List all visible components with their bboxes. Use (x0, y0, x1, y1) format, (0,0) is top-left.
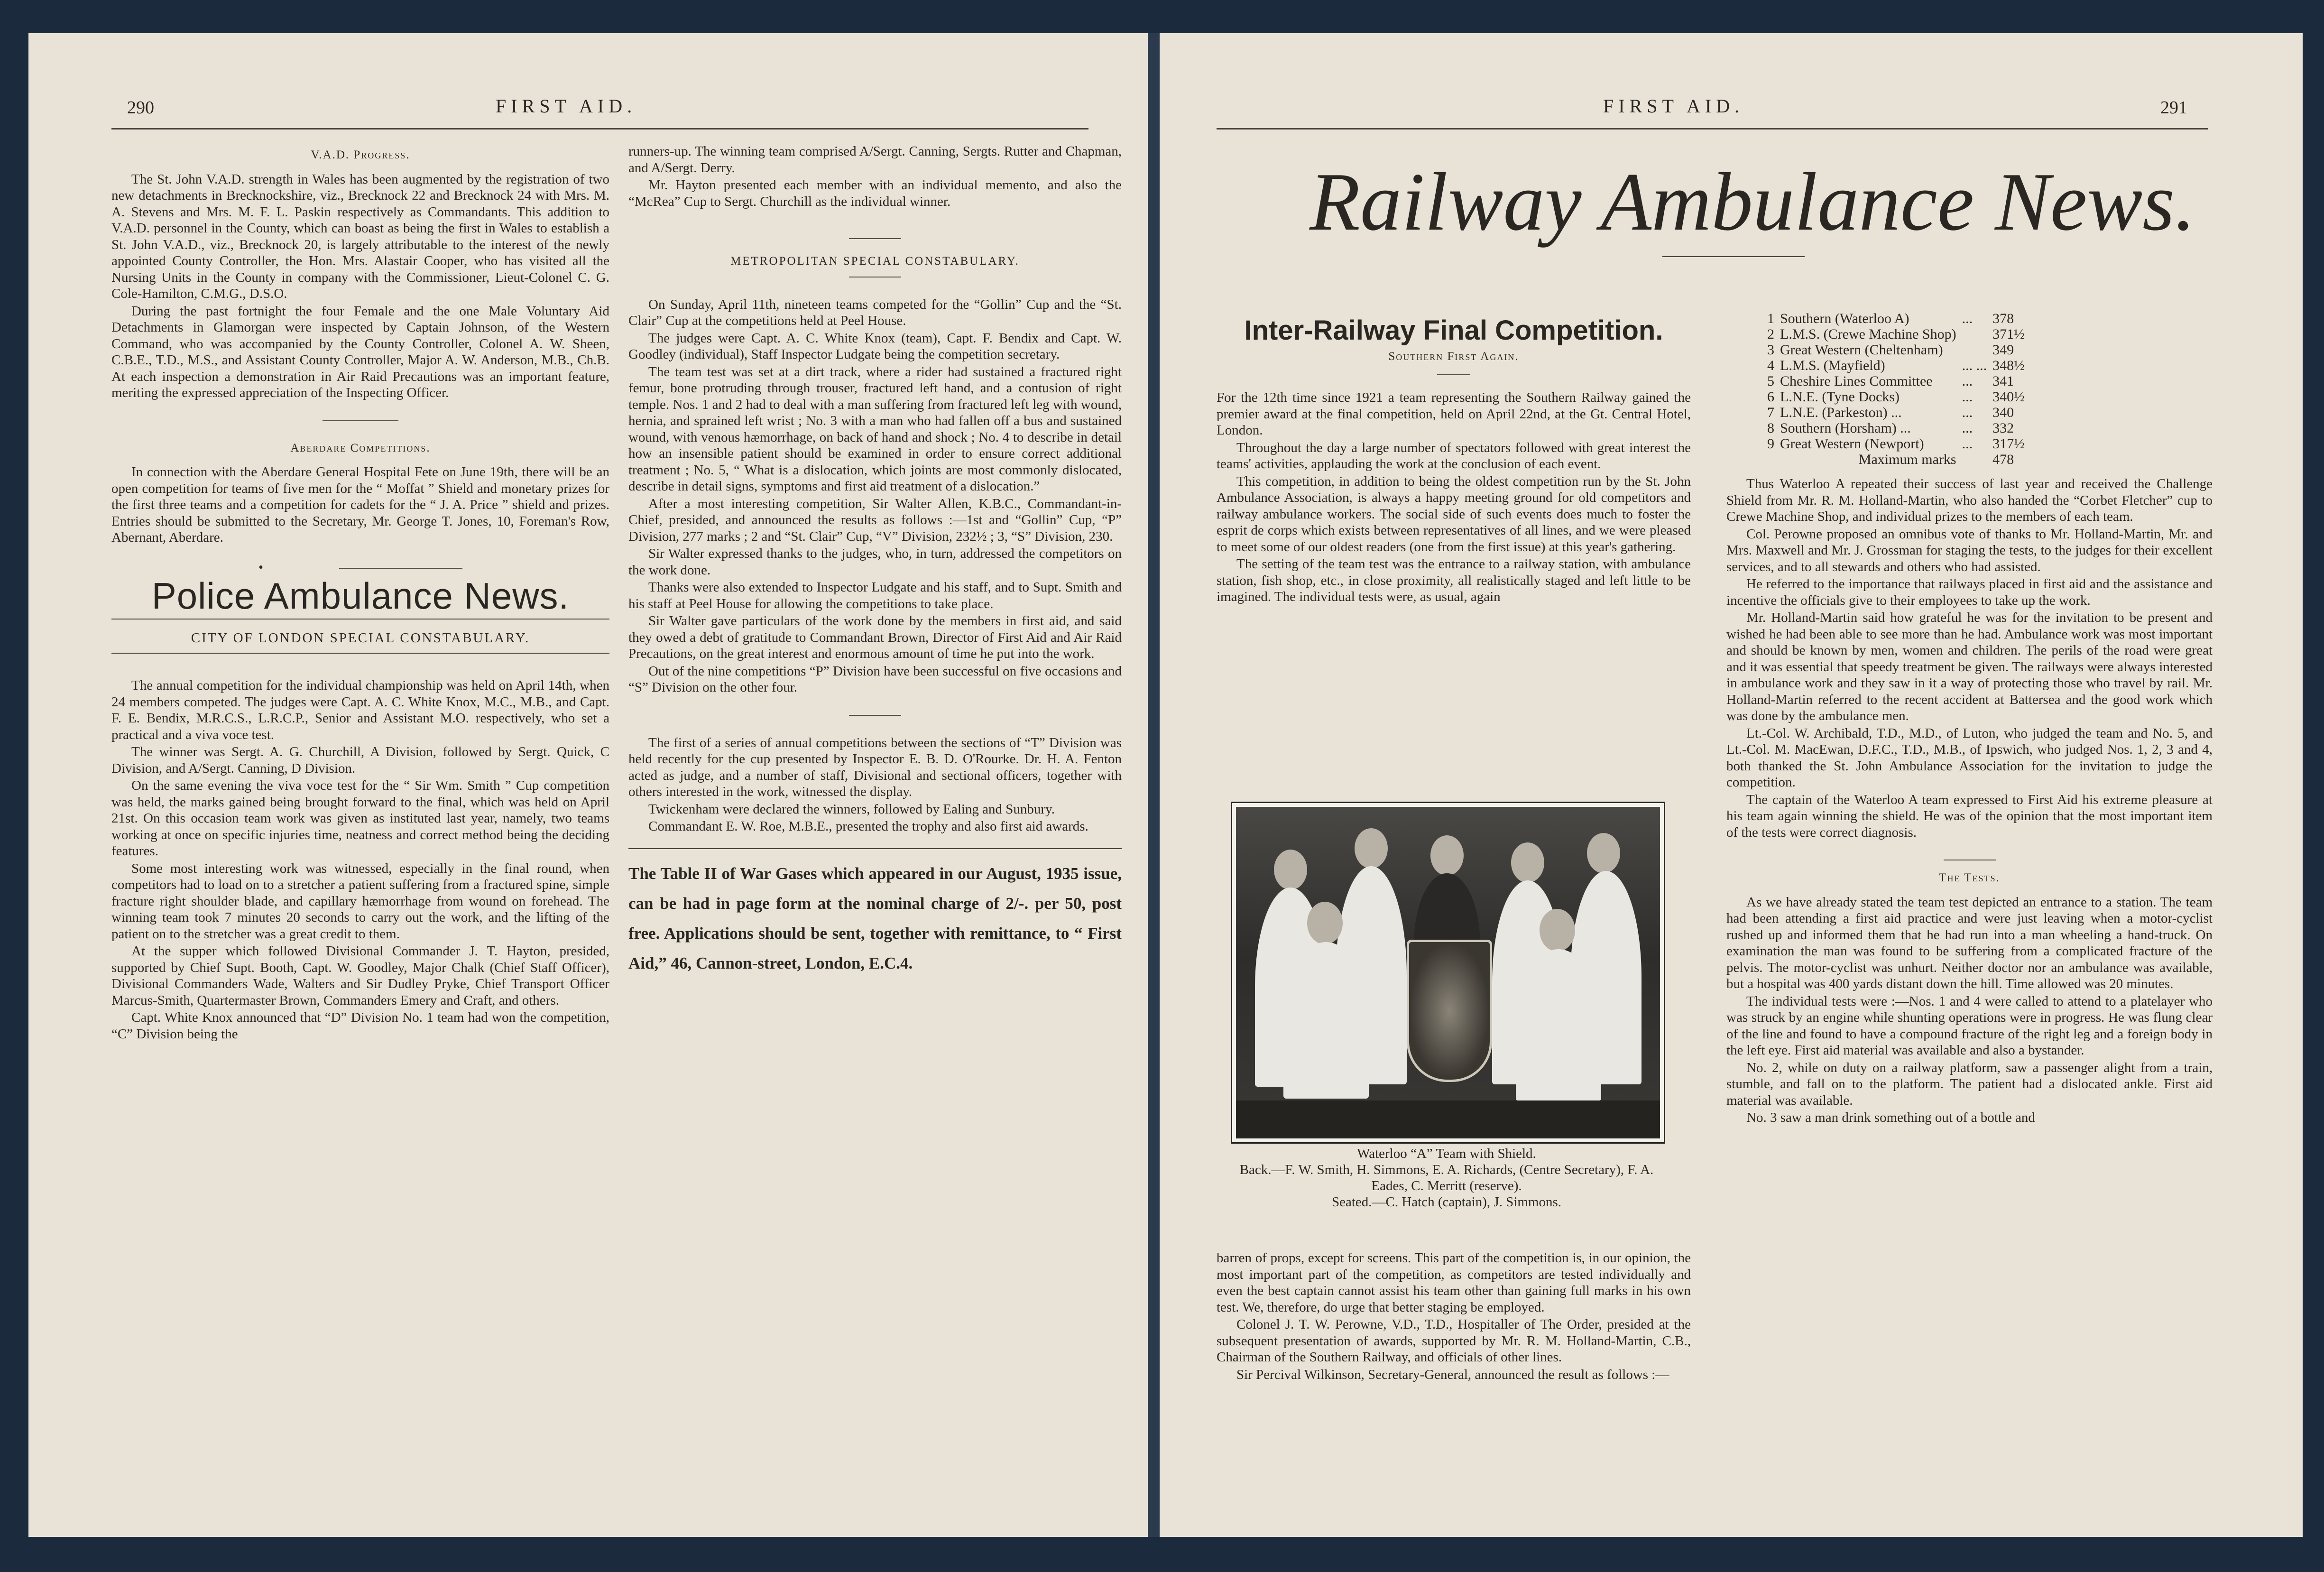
ornament-separator: • (111, 559, 609, 576)
railway-paragraph-2: Throughout the day a large number of spectators followed with great interest the teams' activities, applauding the work at the conclusion of each event. (1217, 440, 1691, 472)
aberdare-heading: Aberdare Competitions. (290, 441, 431, 454)
vad-paragraph-1: The St. John V.A.D. strength in Wales has been augmented by the registration of two new detachments in Brecknockshire, viz., Brecknock 22 and Brecknock 24 with Mrs. M. A. Stevens and Mrs. M. F. L. Paskin respectively as Commandants. This addition to V.A.D. personnel in the County, which can boast as being the first in Wales to establish a St. John V.A.D., viz., Brecknock 20, is largely attributable to the interest of the newly appointed County Controller, the Hon. Mrs. Alastair Cooper, who has visited all the Nursing Units in the County in company with the Commissioner, Lieut-Colonel C. G. Cole-Hamilton, C.M.G., D.S.O. (111, 171, 609, 301)
caption-title: Waterloo “A” Team with Shield. (1357, 1146, 1536, 1161)
aberdare-paragraph: In connection with the Aberdare General Hospital Fete on June 19th, there will be an open competition for teams of five men for the “ Moffat ” Shield and monetary prizes for the first three teams and a competition for cadets for the “ J. A. Price ” shield and prizes. Entries should be submitted to the Secretary, Mr. George T. Jones, 10, Foreman's Row, Abernant, Aberdare. (111, 464, 609, 545)
result-team: Southern (Waterloo A) (1780, 311, 1909, 326)
results-paragraph-6: The captain of the Waterloo A team expressed to First Aid his extreme pleasure at his team again winning the shield. He was of the opinion that the most important item of the tests were correct diagnosis. (1726, 792, 2213, 840)
results-row (1764, 452, 2028, 467)
railway-ambulance-masthead: Railway Ambulance News. (1309, 156, 2196, 248)
results-row (1764, 311, 2028, 326)
result-team: L.N.E. (Parkeston) ... (1780, 405, 1902, 420)
page-gutter (1148, 33, 1160, 1537)
result-rank: 2 (1767, 326, 1774, 342)
tests-paragraph-1: As we have already stated the team test depicted an entrance to a station. The team had been attending a first aid practice and were just leaving when a motor-cyclist rushed up and informed them that he had run into a man wheeling a hand-truck. On examination the man was found to be suffering from a complicated fracture of the pelvis. The motor-cyclist was unhurt. Neither doctor nor an ambulance was available, but a hospital was 400 yards distant down the hill. Time allowed was 20 minutes. (1726, 894, 2213, 991)
city-of-london-heading: CITY OF LONDON SPECIAL CONSTABULARY. (191, 630, 530, 646)
team-photograph (1231, 802, 1665, 1144)
metro-paragraph-2: The judges were Capt. A. C. White Knox (team), Capt. F. Bendix and Capt. W. Goodley (individual), Staff Inspector Ludgate being the competition secretary. (628, 330, 1122, 362)
result-leader-dots: ... (1962, 389, 1973, 405)
result-leader-dots (1959, 452, 1990, 467)
separator (849, 238, 901, 239)
result-rank: 9 (1767, 436, 1774, 452)
results-row (1764, 436, 2028, 452)
results-row (1764, 358, 2028, 373)
railway-paragraph-5: barren of props, except for screens. This part of the competition is, in our opinion, the most important part of the competition, as competitors are tested individually and even the best captain cannot assist his team other than gaining full marks in his own test. We, therefore, do urge that better staging be employed. (1217, 1250, 1691, 1315)
results-row (1764, 342, 2028, 358)
result-rank: 3 (1767, 342, 1774, 358)
result-score: 478 (1992, 452, 2014, 467)
police-ambulance-title: Police Ambulance News. (151, 575, 570, 617)
result-leader-dots (1959, 342, 1990, 358)
result-score: 378 (1992, 311, 2014, 326)
caption-seated-row: Seated.—C. Hatch (captain), J. Simmons. (1331, 1194, 1562, 1210)
police-paragraph-3: On the same evening the viva voce test for the “ Sir Wm. Smith ” Cup competition was held, the marks gained being brought forward to the final, which was held on April 21st. On this occasion team work was given as instituted last year, namely, two teams working at once on specific injuries time, neatness and correct method being the deciding features. (111, 778, 609, 859)
result-score: 332 (1992, 420, 2014, 436)
railway-paragraph-6: Colonel J. T. W. Perowne, V.D., T.D., Hospitaller of The Order, presided at the subsequent presentation of awards, supported by Mr. R. M. Holland-Martin, C.B., Chairman of the Southern Railway, and officials of other lines. (1217, 1317, 1691, 1365)
police-paragraph-2: The winner was Sergt. A. G. Churchill, A Division, followed by Sergt. Quick, C Division, and A/Sergt. Canning, D Division. (111, 744, 609, 776)
result-score: 340½ (1992, 389, 2025, 405)
result-rank (1764, 452, 1777, 467)
running-head: FIRST AID. (1603, 95, 1744, 117)
shield-trophy (1407, 940, 1492, 1082)
right-column-1-continued (1217, 1250, 1691, 1384)
result-leader-dots: ... (1962, 405, 1973, 420)
railway-paragraph-1: For the 12th time since 1921 a team representing the Southern Railway gained the premier award at the final competition, held on April 22nd, at the Gt. Central Hotel, London. (1217, 390, 1691, 438)
inter-railway-title: Inter-Railway Final Competition. (1244, 315, 1663, 346)
result-rank: 5 (1767, 373, 1774, 389)
railway-paragraph-3: This competition, in addition to being the oldest competition run by the St. John Ambulance Association, is always a happy meeting ground for old competitors and railway ambulance workers. The social side of such events does much to foster the esprit de corps which exists between representatives of all lines, and we were pleased to meet some of our oldest readers (one from the first issue) at this year's gathering. (1217, 473, 1691, 555)
metro-paragraph-1: On Sunday, April 11th, nineteen teams competed for the “Gollin” Cup and the “St. Clair” Cup at the competitions held at Peel House. (628, 296, 1122, 328)
result-score: 317½ (1992, 436, 2025, 452)
result-team: Southern (Horsham) ... (1780, 420, 1911, 436)
result-rank: 8 (1767, 420, 1774, 436)
police-paragraph-1: The annual competition for the individual championship was held on April 14th, when 24 members competed. The judges were Capt. A. C. White Knox, M.C., M.B., and Capt. F. E. Bendix, M.R.C.S., L.R.C.P., Senior and Assistant M.O. respectively, who set a practical and a viva voce test. (111, 678, 609, 742)
photo-caption (1231, 1146, 1662, 1210)
result-score: 348½ (1992, 358, 2025, 373)
separator (1437, 374, 1470, 375)
separator (849, 715, 901, 716)
result-score: 349 (1992, 342, 2014, 358)
metro-paragraph-3: The team test was set at a dirt track, where a rider had sustained a fractured right femur, bone protruding through trouser, fractured left hand, and a contusion of right temple. Nos. 1 and 2 had to deal with a man suffering from fractured left leg with wound, hernia, and sprained left wrist ; No. 3 with a man who had fallen off a bus and sustained wound, with venous hæmorrhage, on back of hand and shock ; No. 4 to describe in detail how an insensible patient should be examined in order to ensure correct additional treatment ; No. 5, “ What is a dislocation, which joints are most commonly dislocated, describe in detail signs, symptoms and first aid treatment of a dislocation.” (628, 364, 1122, 494)
result-leader-dots: ... (1962, 311, 1973, 326)
page-number: 291 (2160, 98, 2187, 118)
runners-up-paragraph: runners-up. The winning team comprised A/Sergt. Canning, Sergts. Rutter and Chapman, and A/Sergt. Derry. (628, 144, 1122, 176)
running-head: FIRST AID. (496, 95, 637, 117)
left-column-2 (628, 143, 1122, 978)
vad-paragraph-2: During the past fortnight the four Female and the one Male Voluntary Aid Detachments in Glamorgan were inspected by Captain Johnson, of the Western Command, who was accompanied by the County Controller, Colonel A. W. Sheen, C.B.E., T.D., M.S., and Assistant County Controller, Major A. W. Anderson, M.B., Ch.B. At each inspection a demonstration in Air Raid Precautions was an important feature, meriting the expressed appreciation of the Inspecting Officer. (111, 303, 609, 400)
tests-heading: The Tests. (1939, 871, 2000, 884)
metro-paragraph-8: Out of the nine competitions “P” Division have been successful on five occasions and “S” Division on the other four. (628, 663, 1122, 695)
tests-paragraph-2: The individual tests were :—Nos. 1 and 4 were called to attend to a platelayer who was struck by an engine while shunting operations were in progress. He was flung clear of the line and found to have a compound fracture of the right leg and a foreign body in the left eye. First aid material was available and also a bystander. (1726, 993, 2213, 1058)
result-score: 340 (1992, 405, 2014, 420)
result-score: 341 (1992, 373, 2014, 389)
left-column-1 (111, 143, 609, 1043)
notice-rule (628, 848, 1122, 849)
metro-paragraph-4: After a most interesting competition, Sir Walter Allen, K.B.C., Commandant-in-Chief, presided, and announced the results as follows :—1st and “Gollin” Cup, “P” Division, 277 marks ; 2 and “St. Clair” Cup, “V” Division, 232½ ; 3, “S” Division, 230. (628, 496, 1122, 544)
metro-paragraph-6: Thanks were also extended to Inspector Ludgate and his staff, and to Supt. Smith and his staff at Peel House for allowing the competitions to take place. (628, 580, 1122, 611)
results-table (1764, 311, 2028, 467)
police-rule-2 (111, 653, 609, 654)
metropolitan-heading: METROPOLITAN SPECIAL CONSTABULARY. (730, 255, 1020, 268)
results-row (1764, 420, 2028, 436)
vad-heading: V.A.D. Progress. (311, 148, 410, 161)
results-paragraph-5: Lt.-Col. W. Archibald, T.D., M.D., of Luton, who judged the team and No. 5, and Lt.-Col. M. MacEwan, D.F.C., T.D., M.B., of Ipswich, who judged Nos. 1, 2, 3 and 4, both thanked the St. John Ambulance Association for the invitation to judge the competition. (1726, 725, 2213, 790)
result-team: L.M.S. (Mayfield) (1780, 358, 1885, 373)
results-row (1764, 373, 2028, 389)
right-column-2 (1726, 311, 2213, 1127)
results-row (1764, 405, 2028, 420)
header-rule (111, 128, 1088, 129)
war-gases-notice: The Table II of War Gases which appeared in our August, 1935 issue, can be had in page form at the nominal charge of 2/-. per 50, post free. Applications should be sent, together with remittance, to “ First Aid,” 46, Cannon-street, London, E.C.4. (628, 864, 1122, 972)
caption-back-row: Back.—F. W. Smith, H. Simmons, E. A. Richards, (Centre Secretary), F. A. Eades, C. Merritt (reserve). (1239, 1162, 1654, 1193)
separator (323, 420, 398, 421)
results-paragraph-2: Col. Perowne proposed an omnibus vote of thanks to Mr. Holland-Martin, Mr. and Mrs. Maxwell and Mr. J. Grossman for staging the tests, to the judges for their excellent services, and to all stewards and others who had assisted. (1726, 526, 2213, 574)
metro-paragraph-5: Sir Walter expressed thanks to the judges, who, in turn, addressed the competitors on the work done. (628, 546, 1122, 578)
result-score: 371½ (1992, 326, 2025, 342)
page-number: 290 (127, 98, 154, 118)
result-team: L.M.S. (Crewe Machine Shop) (1780, 326, 1956, 342)
railway-paragraph-7: Sir Percival Wilkinson, Secretary-General, announced the result as follows :— (1236, 1367, 1669, 1382)
left-page (28, 33, 1148, 1537)
results-row (1764, 389, 2028, 405)
masthead-rule (1662, 256, 1805, 257)
result-rank: 4 (1767, 358, 1774, 373)
result-leader-dots (1959, 326, 1990, 342)
tests-paragraph-3: No. 2, while on duty on a railway platform, saw a passenger alight from a train, stumble, and fall on to the platform. The patient had a dislocated ankle. First aid material was available. (1726, 1060, 2213, 1108)
police-paragraph-6: Capt. White Knox announced that “D” Division No. 1 team had won the competition, “C” Division being the (111, 1010, 609, 1042)
police-paragraph-4: Some most interesting work was witnessed, especially in the final round, when competitors had to load on to a stretcher a patient suffering from a fractured spine, simple fracture right shoulder blade, and capillary hæmorrhage from wound on forehead. The winning team took 7 minutes 20 seconds to carry out the work, and the lifting of the patient on to the stretcher was a great credit to them. (111, 860, 609, 942)
result-leader-dots: ... ... (1962, 358, 1987, 373)
result-rank: 7 (1767, 405, 1774, 420)
tests-paragraph-4: No. 3 saw a man drink something out of a bottle and (1746, 1110, 2035, 1125)
result-leader-dots: ... (1962, 373, 1973, 389)
t-division-paragraph-2: Twickenham were declared the winners, followed by Ealing and Sunbury. (648, 801, 1055, 817)
result-team: L.N.E. (Tyne Docks) (1780, 389, 1900, 405)
railway-paragraph-4: The setting of the team test was the entrance to a railway station, with ambulance station, fish shop, etc., in close proximity, all realistically staged and left little to be imagined. The individual tests were, as usual, again (1217, 556, 1691, 604)
hayton-paragraph: Mr. Hayton presented each member with an individual memento, and also the “McRea” Cup to Sergt. Churchill as the individual winner. (628, 177, 1122, 209)
police-paragraph-5: At the supper which followed Divisional Commander J. T. Hayton, presided, supported by Chief Supt. Booth, Capt. W. Goodley, Major Chalk (Chief Staff Officer), Divisional Commanders Wade, Walters and Sir Dudley Pryke, Chief Transport Officer Marcus-Smith, Quartermaster Brown, Commanders Emery and Craft, and others. (111, 943, 609, 1008)
result-team: Cheshire Lines Committee (1780, 373, 1933, 389)
result-leader-dots: ... (1962, 420, 1973, 436)
result-team: Great Western (Cheltenham) (1780, 342, 1943, 358)
result-leader-dots: ... (1962, 436, 1973, 452)
photo-image (1236, 807, 1660, 1138)
results-paragraph-3: He referred to the importance that railways placed in first aid and the assistance and incentive the officials give to their employees to take up the work. (1726, 576, 2213, 608)
results-row (1764, 326, 2028, 342)
metro-paragraph-7: Sir Walter gave particulars of the work done by the members in first aid, and said they owed a debt of gratitude to Commandant Brown, Director of First Aid and Air Raid Precautions, on the great interest and enormous amount of time he put into the work. (628, 613, 1122, 661)
right-page (1160, 33, 2303, 1537)
t-division-paragraph-3: Commandant E. W. Roe, M.B.E., presented the trophy and also first aid awards. (648, 819, 1088, 834)
police-rule (111, 619, 609, 620)
result-team: Great Western (Newport) (1780, 436, 1924, 452)
header-rule (1217, 128, 2208, 129)
result-team: Maximum marks (1858, 452, 1956, 467)
result-rank: 6 (1767, 389, 1774, 405)
t-division-paragraph-1: The first of a series of annual competitions between the sections of “T” Division was held recently for the cup presented by Inspector E. B. D. O'Rourke. Dr. H. A. Fenton acted as judge, and a number of staff, Divisional and sectional officers, together with others interested in the work, witnessed the display. (628, 735, 1122, 799)
results-paragraph-1: Thus Waterloo A repeated their success of last year and received the Challenge Shield from Mr. R. M. Holland-Martin, who also handed the “Corbet Fletcher” cup to Crewe Machine Shop, and individual prizes to the members of each team. (1726, 476, 2213, 524)
right-column-1 (1217, 311, 1691, 606)
results-paragraph-4: Mr. Holland-Martin said how grateful he was for the invitation to be present and wished he had been able to see more than he had. Ambulance work was most important and should be known by men, women and children. The perils of the road were great and it was essential that speedy treatment be given. The railways were always interested in ambulance work and they saw in it a way of protecting those who travel by rail. Mr. Holland-Martin referred to the recent accident at Battersea and the good work which was done by the ambulance men. (1726, 610, 2213, 723)
result-rank: 1 (1767, 311, 1774, 326)
southern-first-subtitle: Southern First Again. (1388, 350, 1519, 363)
